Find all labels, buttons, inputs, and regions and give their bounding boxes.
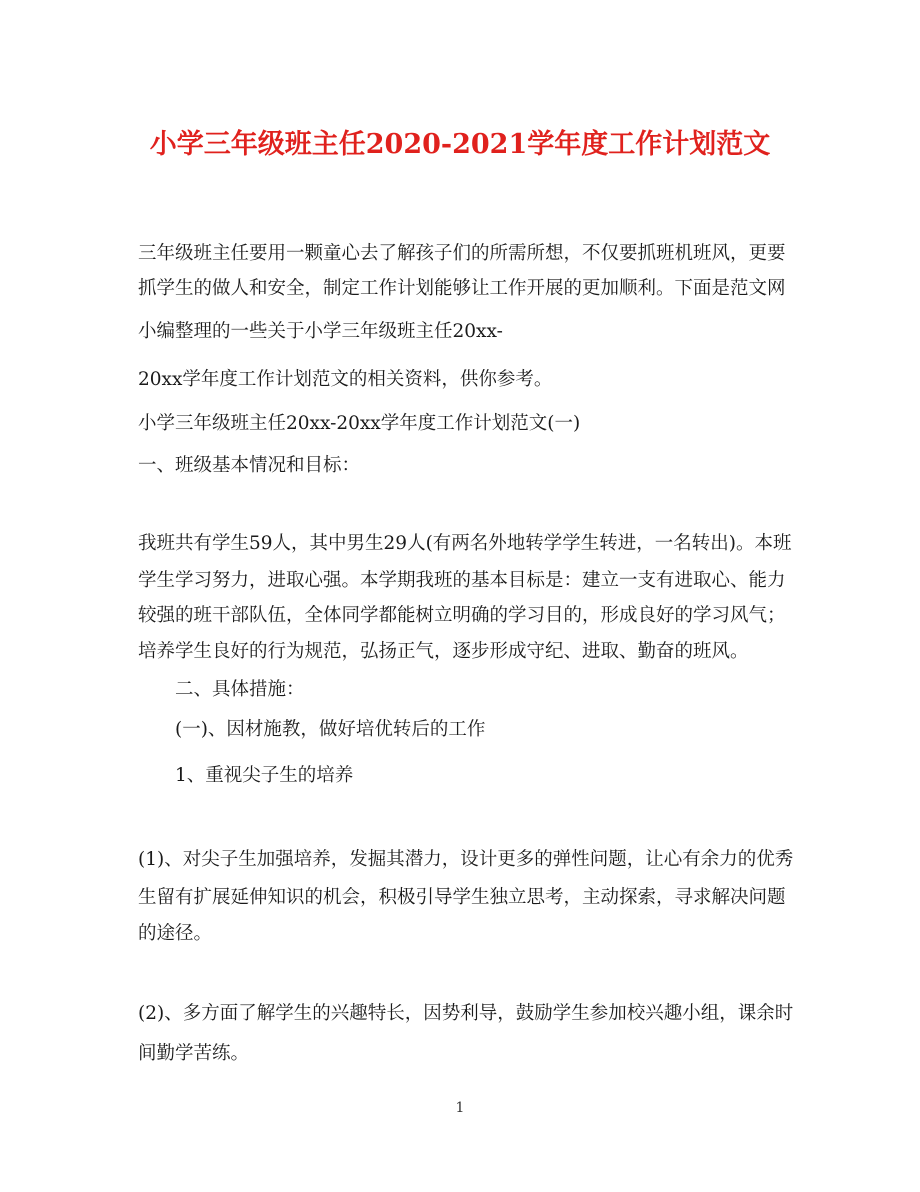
paragraph-line: 间勤学苦练。 bbox=[138, 1043, 250, 1064]
page-number: 1 bbox=[455, 1100, 465, 1116]
paragraph-line: 的途径。 bbox=[138, 923, 213, 944]
subsection-heading: 1、重视尖子生的培养 bbox=[175, 765, 354, 786]
paragraph-line: 三年级班主任要用一颗童心去了解孩子们的所需所想，不仅要抓班机班风，更要 bbox=[138, 243, 786, 264]
paragraph-line: 小编整理的一些关于小学三年级班主任20xx- bbox=[138, 321, 503, 342]
paragraph-line: 20xx学年度工作计划范文的相关资料，供你参考。 bbox=[138, 369, 553, 390]
subsection-heading: (一)、因材施教，做好培优转后的工作 bbox=[175, 719, 486, 740]
page-title: 小学三年级班主任2020-2021学年度工作计划范文 bbox=[149, 129, 771, 160]
paragraph-line: 生留有扩展延伸知识的机会，积极引导学生独立思考，主动探索，寻求解决问题 bbox=[138, 887, 786, 908]
paragraph-line: (1)、对尖子生加强培养，发掘其潜力，设计更多的弹性问题，让心有余力的优秀 bbox=[138, 849, 794, 870]
section-heading: 小学三年级班主任20xx-20xx学年度工作计划范文(一) bbox=[138, 413, 581, 434]
section-heading: 一、班级基本情况和目标： bbox=[138, 455, 361, 476]
section-heading: 二、具体措施： bbox=[175, 679, 305, 700]
paragraph-line: (2)、多方面了解学生的兴趣特长，因势利导，鼓励学生参加校兴趣小组，课余时 bbox=[138, 1003, 794, 1024]
paragraph-line: 抓学生的做人和安全，制定工作计划能够让工作开展的更加顺利。下面是范文网 bbox=[138, 278, 786, 299]
paragraph-line: 较强的班干部队伍，全体同学都能树立明确的学习目的，形成良好的学习风气； bbox=[138, 605, 786, 626]
paragraph-line: 我班共有学生59人，其中男生29人(有两名外地转学学生转进，一名转出)。本班 bbox=[138, 533, 792, 554]
paragraph-line: 学生学习努力，进取心强。本学期我班的基本目标是：建立一支有进取心、能力 bbox=[138, 570, 786, 591]
paragraph-line: 培养学生良好的行为规范，弘扬正气，逐步形成守纪、进取、勤奋的班风。 bbox=[138, 641, 749, 662]
